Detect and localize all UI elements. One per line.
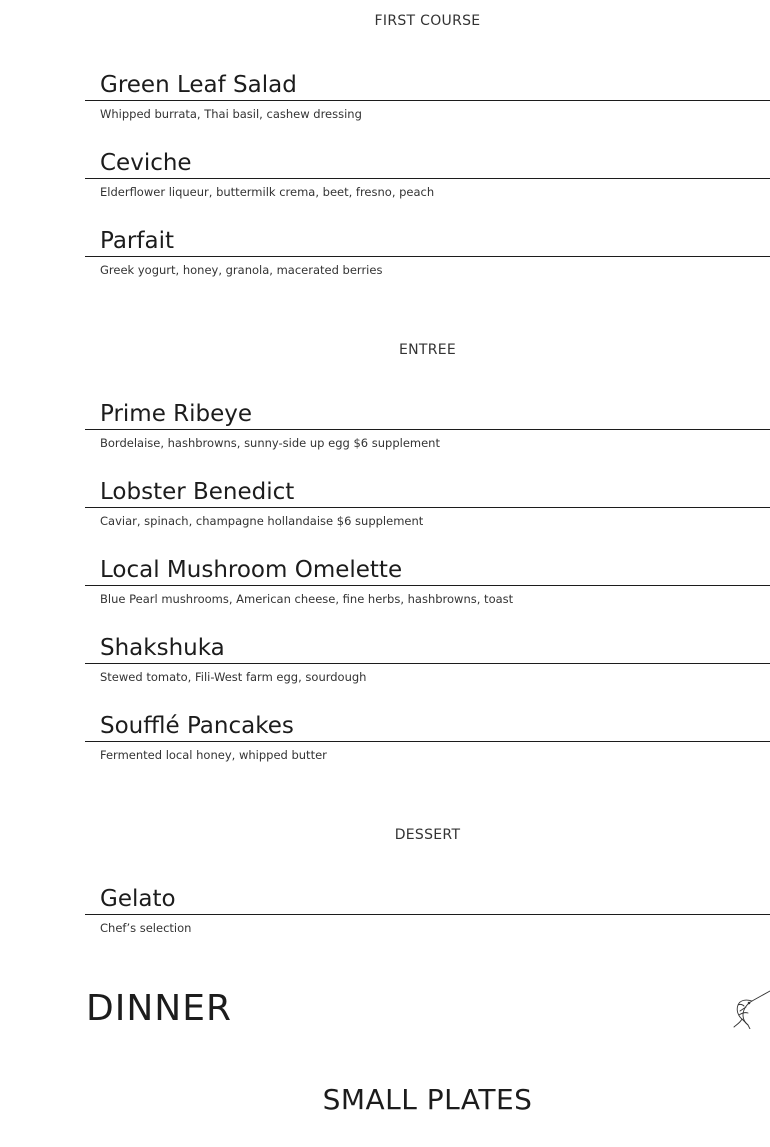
menu-item-description: Whipped burrata, Thai basil, cashew dressing — [100, 107, 362, 121]
menu-item — [85, 634, 770, 684]
menu-item — [85, 556, 770, 606]
menu-item-name: Ceviche — [85, 149, 770, 179]
dinner-title: DINNER — [86, 988, 232, 1029]
small-plates-heading: SMALL PLATES — [322, 1083, 533, 1116]
menu-item-name: Gelato — [85, 885, 770, 915]
menu-item-name: Lobster Benedict — [85, 478, 770, 508]
menu-item-description: Chef’s selection — [100, 921, 192, 935]
menu-item-name: Parfait — [85, 227, 770, 257]
menu-item — [85, 227, 770, 277]
menu-item-description: Bordelaise, hashbrowns, sunny-side up egg $6 supplement — [100, 436, 440, 450]
marlin-logo-icon — [730, 985, 770, 1029]
menu-item-name: Soufflé Pancakes — [85, 712, 770, 742]
menu-item-name: Green Leaf Salad — [85, 71, 770, 101]
menu-item — [85, 885, 770, 935]
menu-item-description: Stewed tomato, Fili-West farm egg, sourdough — [100, 670, 367, 684]
menu-item-description: Fermented local honey, whipped butter — [100, 748, 327, 762]
menu-item — [85, 149, 770, 199]
section-heading-first-course: FIRST COURSE — [374, 13, 481, 29]
menu-item-description: Greek yogurt, honey, granola, macerated berries — [100, 263, 383, 277]
menu-item-name: Prime Ribeye — [85, 400, 770, 430]
menu-item — [85, 478, 770, 528]
section-heading-entree: ENTREE — [398, 342, 457, 358]
section-heading-dessert: DESSERT — [394, 827, 461, 843]
menu-item-description: Elderflower liqueur, buttermilk crema, beet, fresno, peach — [100, 185, 435, 199]
menu-item-description: Blue Pearl mushrooms, American cheese, fine herbs, hashbrowns, toast — [100, 592, 514, 606]
menu-item-name: Local Mushroom Omelette — [85, 556, 770, 586]
menu-item — [85, 712, 770, 762]
menu-item-description: Caviar, spinach, champagne hollandaise $6 supplement — [100, 514, 424, 528]
menu-item — [85, 71, 770, 121]
menu-item-name: Shakshuka — [85, 634, 770, 664]
menu-item — [85, 400, 770, 450]
